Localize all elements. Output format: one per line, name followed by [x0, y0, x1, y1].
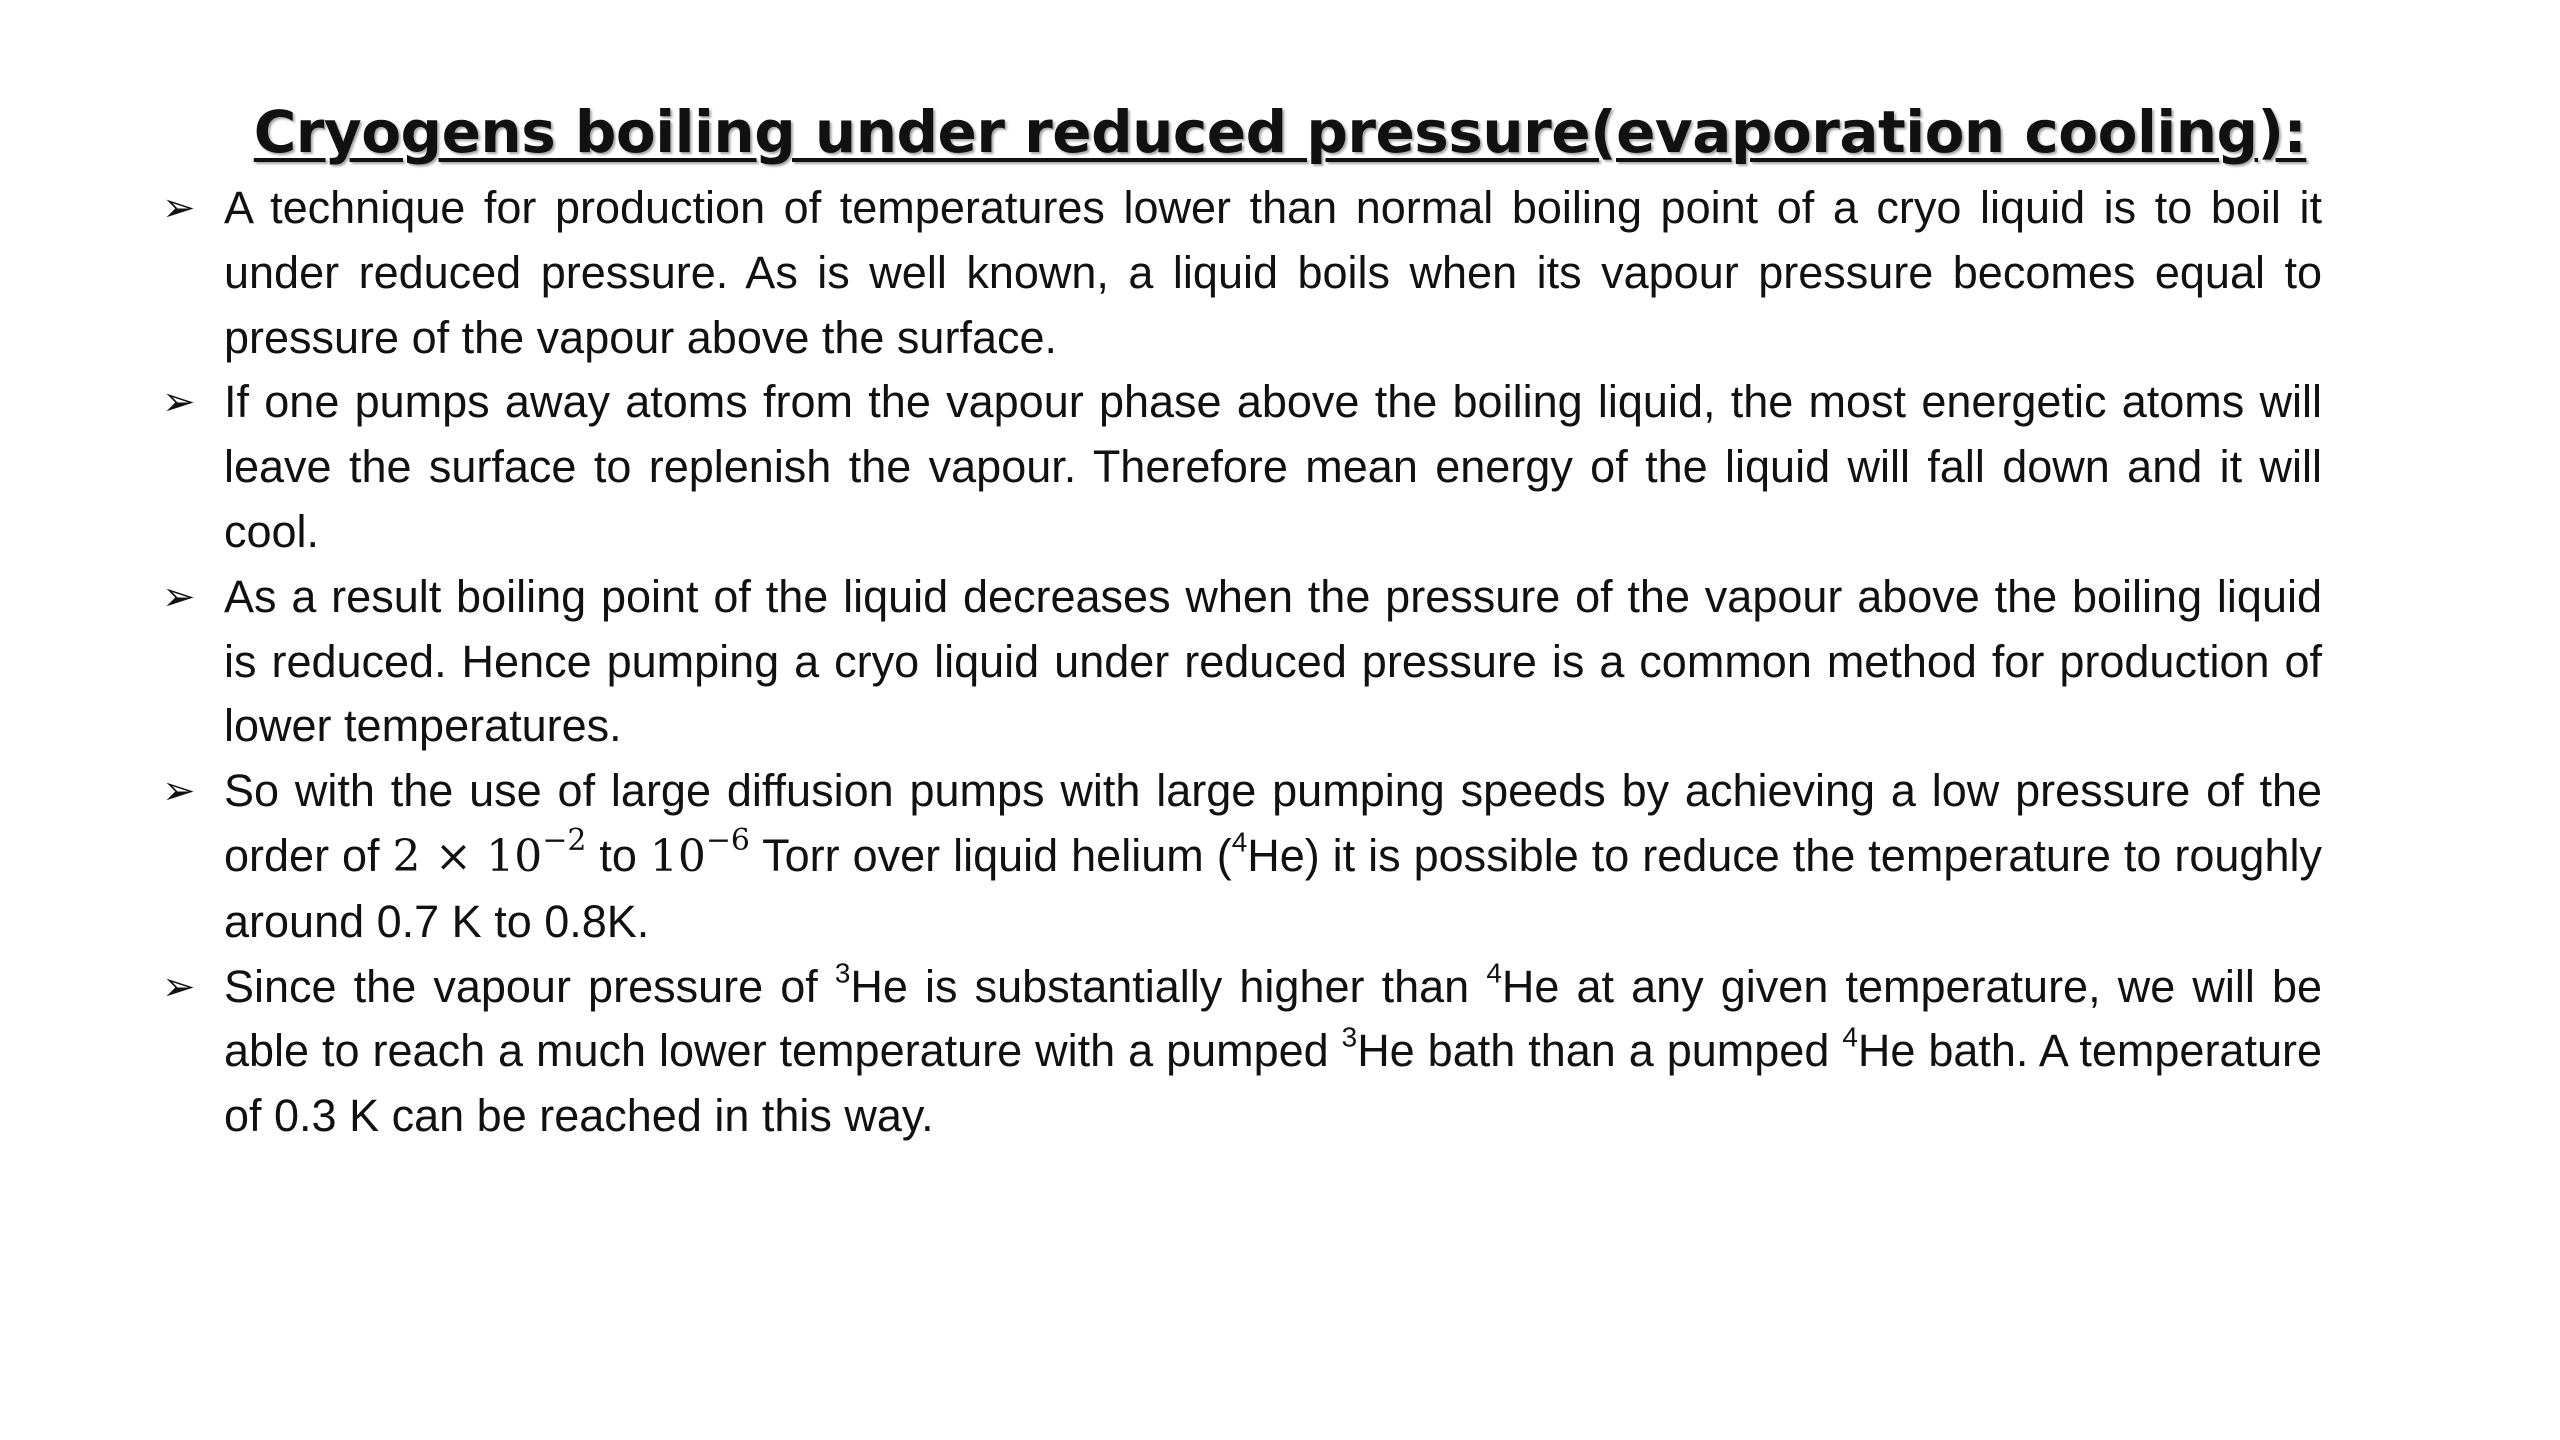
math-base: 10 [649, 830, 706, 882]
bullet-text-segment: He bath. A temperature of 0.3 K can be reached in this way. [224, 1025, 2323, 1142]
bullet-item [162, 759, 2322, 954]
isotope-superscript: 4 [1842, 1021, 1858, 1053]
arrow-bullet-icon: ➢ [162, 380, 196, 425]
bullet-text-segment: Torr over liquid helium ( [749, 829, 1232, 881]
bullet-text-segment: Since the vapour pressure of [224, 960, 835, 1012]
math-exponent: −6 [705, 823, 750, 859]
bullet-item [162, 176, 2322, 370]
math-exponent: −2 [542, 823, 587, 859]
isotope-superscript: 4 [1231, 826, 1248, 858]
isotope-superscript: 4 [1486, 957, 1502, 989]
isotope-superscript: 3 [834, 957, 851, 989]
slide-title: Cryogens boiling under reduced pressure(evaporation cooling): [253, 98, 2307, 166]
isotope-superscript: 3 [1341, 1021, 1358, 1053]
bullet-item [162, 370, 2322, 564]
bullet-item [162, 955, 2322, 1149]
bullet-text-segment: to [586, 829, 650, 881]
bullet-text-segment: So with the use of large diffusion pumps with large pumping speeds by achieving a low pressure of the order of [224, 765, 2322, 881]
math-base: 2 × 10 [392, 830, 543, 882]
arrow-bullet-icon: ➢ [162, 186, 196, 230]
bullet-text: As a result boiling point of the liquid decreases when the pressure of the vapour above the boiling liquid is reduced. Hence pumping a cryo liquid under reduced pressure is a common method for production of lower temperatures. [224, 570, 2322, 752]
bullet-text-segment: He at any given temperature, we will be able to reach a much lower temperature with a pumped [224, 960, 2322, 1077]
arrow-bullet-icon: ➢ [162, 964, 196, 1009]
bullet-text: If one pumps away atoms from the vapour phase above the boiling liquid, the most energetic atoms will leave the surface to replenish the vapour. Therefore mean energy of the liquid will fall down and it will cool. [224, 376, 2322, 557]
bullet-text-segment: He bath than a pumped [1357, 1025, 1843, 1077]
bullet-item [162, 565, 2322, 759]
math-expression [649, 823, 750, 882]
arrow-bullet-icon: ➢ [162, 769, 196, 814]
math-expression [392, 823, 587, 882]
bullet-text: A technique for production of temperatures lower than normal boiling point of a cryo liquid is to boil it under reduced pressure. As is well known, a liquid boils when its vapour pressure becomes equal to pressure of the vapour above the surface. [224, 182, 2322, 363]
bullet-text-segment: He) it is possible to reduce the temperature to roughly around 0.7 K to 0.8K. [224, 829, 2322, 947]
arrow-bullet-icon: ➢ [162, 574, 196, 619]
bullet-list [162, 176, 2322, 1149]
bullet-text-segment: He is substantially higher than [850, 960, 1487, 1012]
